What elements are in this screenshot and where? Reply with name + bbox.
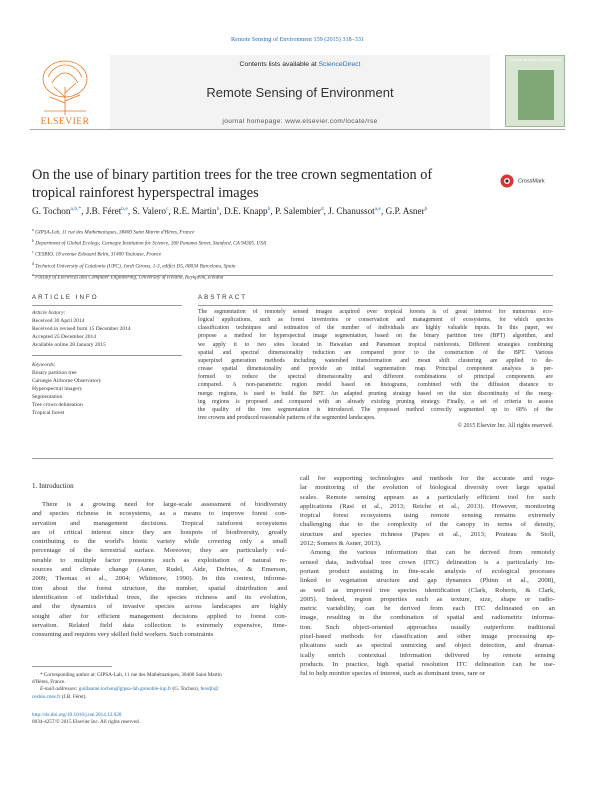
body-line: tion. Such object-oriented approaches usually outperform traditional (300, 623, 555, 631)
section-heading-introduction: 1. Introduction (32, 482, 74, 490)
affiliation-text: Department of Global Ecology, Carnegie Institution for Science, 260 Panama Street, Stanford, CA 94305, USA (35, 240, 267, 247)
body-line: applications (Rasi et al., 2013; Reiche et al., 2013). However, monitoring (300, 502, 555, 510)
abstract-line: spatial and spectral dimensionality reduction are compared prior to the construction of the BPT. Various (198, 349, 553, 356)
history-entry: Received 30 April 2014 (32, 318, 85, 324)
author-name[interactable]: J. Chanussot (328, 206, 375, 217)
corresponding-author-note-2: d'Hères, France. (32, 679, 66, 686)
contents-prefix: Contents lists available at (239, 61, 319, 68)
article-title: On the use of binary partition trees for the tree crown segmentation of tropical rainforest hyperspectral images (32, 167, 433, 201)
keyword[interactable]: Carnegie Airborne Observatory (32, 378, 102, 384)
abstract-line: superpixel generation methods including watershed transformation and mean shift clustering are applied to de- (198, 357, 553, 364)
body-line: challenging due to the complexity of the canopy in terms of density, (300, 521, 555, 529)
journal-cover-thumbnail[interactable] (505, 55, 565, 127)
doi-block (32, 712, 287, 726)
history-label: Article history: (32, 310, 66, 316)
body-line: sources and climate change (Asner, Rudel, Aide, Defries, & Emerson, (32, 566, 287, 574)
sciencedirect-link[interactable]: ScienceDirect (318, 61, 361, 68)
body-line: scales. Remote sensing appears as a particularly efficient tool for such (300, 493, 555, 501)
body-line: contributing to the world's biotic variety while covering only a small (32, 538, 287, 546)
history-entry: Available online 28 January 2015 (32, 342, 106, 348)
affiliation (32, 271, 567, 282)
article-info-heading: ARTICLE INFO (32, 294, 99, 301)
abstract-line: classification techniques and estimation of the number of individuals are highly valuable inputs. In this paper, we (198, 325, 553, 332)
abstract-line: crease spatial dimensionality and provide an initial segmentation map. Principal component analysis is per- (198, 366, 553, 373)
crossmark-badge[interactable] (500, 172, 570, 186)
email-link-feret-2[interactable]: cesbio.cnes.fr (32, 693, 61, 700)
issn-copyright: 0034-4257/© 2015 Elsevier Inc. All rights reserved. (32, 719, 140, 726)
body-line: plications such as spectral unmixing and object detection, and dramat- (300, 642, 555, 650)
email-owner-tochon: (G. Tochon), (171, 686, 201, 693)
history-entry: Received in revised form 15 December 2014 (32, 326, 131, 332)
body-line: sensed data, individual tree crown (ITC) delineation is a particularly im- (300, 558, 555, 566)
journal-citation[interactable]: Remote Sensing of Environment 159 (2015) 318–331 (230, 36, 365, 43)
abstract-line: compared. A non-parametric region model based on histograms, combined with the diffusion distance to (198, 382, 553, 389)
body-line: call for supporting technologies and methods for the accurate and regu- (300, 475, 555, 482)
author-affiliation-marker[interactable]: b (424, 206, 428, 212)
author-affiliation-marker[interactable]: b (267, 206, 271, 212)
crossmark-label: CrossMark (518, 178, 545, 185)
affiliation-key: e (32, 271, 34, 277)
body-line: There is a growing need for large-scale assessment of biodiversity (42, 501, 287, 508)
body-line: pixel-based methods for classification and other image processing ap- (300, 633, 555, 641)
body-line: sought after for efficient management decisions applied to forest con- (32, 612, 287, 620)
author-name[interactable]: D.E. Knapp (224, 206, 268, 217)
email-addresses (32, 686, 287, 693)
abstract-copyright: © 2015 Elsevier Inc. All rights reserved. (457, 423, 553, 430)
body-line: and species richness in ecosystems, as a means to improve forest con- (32, 510, 287, 518)
body-line: metric variability, can be derived from each ITC delineated on an (300, 605, 555, 613)
body-line: tion about the forest structure, the number, spatial distribution and (32, 584, 287, 592)
body-line: 2005). Indeed, region properties such as texture, size, shape or radio- (300, 595, 555, 603)
body-line: and the dynamics of invasive species across landscapes are highly (32, 603, 287, 611)
body-line: image, resulting in the combination of spatial and radiometric informa- (300, 614, 555, 622)
author-name[interactable]: P. Salembier (274, 206, 321, 217)
keyword[interactable]: Hyperspectral imagery (32, 386, 83, 392)
crossmark-icon (500, 174, 514, 188)
body-line: identification of individual trees, the species richness and its evolution, (32, 593, 287, 601)
body-line: consuming and requires very skilled field workers. Such constraints (32, 631, 214, 639)
author-name[interactable]: S. Valero (132, 206, 166, 217)
body-line: servation. Related field data collection is extremely expensive, time- (32, 621, 287, 629)
abstract-line: we apply it to two sites located in Hawaiian and Panamean tropical rainforests. Different strategies combining (198, 341, 553, 348)
abstract-body (198, 308, 553, 430)
history-entry: Accepted 25 December 2014 (32, 334, 96, 340)
author-affiliation-marker[interactable]: b (216, 206, 220, 212)
footnotes (32, 672, 287, 701)
abstract-heading: ABSTRACT (198, 294, 248, 301)
author-affiliation-marker[interactable]: a,b,* (70, 206, 82, 212)
body-line: lar monitoring of the evolution of biological diversity over large spatial (300, 484, 555, 492)
author-name[interactable]: R.E. Martin (173, 206, 217, 217)
keyword[interactable]: Binary partition tree (32, 370, 77, 376)
email-continued (32, 694, 287, 701)
journal-title: Remote Sensing of Environment (206, 85, 394, 100)
email-link-tochon[interactable]: guillaume.tochon@gipsa-lab.grenoble-inp.fr (78, 686, 172, 693)
author-list: G. Tochon$^{a,b,*}$, J.B. Féret$^{b,e}$, S. Valero$^c$, R.E. Martin$^b$, D.E. Knapp$^b$, P. Salembier$^d$, J. Chanussot$^{a,e}$, G.P. Asner$^b$ (32, 206, 428, 217)
keyword[interactable]: Segmentation (32, 394, 63, 400)
abstract-line: ing regions is proposed and compared with an already existing pruning strategy. Finally, a set of criteria to assess (198, 398, 553, 405)
affiliation (32, 226, 567, 237)
corresponding-author-note: * Corresponding author at: GIPSA-Lab, 11 rue des Mathématiques, 38400 Saint Martin (40, 672, 222, 678)
body-line: tropical forest ecosystems using remote sensing remains extremely (300, 512, 555, 520)
journal-banner (110, 55, 490, 129)
affiliation-text: CESBIO, 18 avenue Edouard Belin, 31400 Toulouse, France (35, 252, 162, 259)
body-line: Among the various information that can be derived from remotely (310, 549, 555, 557)
abstract-line: merge regions, is used to build the BPT. An adapted pruning strategy based on the size discontinuity of the merg- (198, 390, 553, 397)
affiliation (32, 237, 567, 248)
cover-image (518, 70, 554, 120)
affiliation-text: Faculty of Electrical and Computer Engineering, University of Iceland, Reykjavik, Iceland (35, 274, 224, 281)
footnote-rule (32, 666, 112, 667)
affiliation-text: Technical University of Catalonia (UPC), Jordi Girona, 1-3, edifici D5, 08034 Barcelona, Spain (35, 263, 236, 270)
affiliation (32, 260, 567, 271)
abstract-line: The segmentation of remotely sensed images acquired over tropical forests is of great interest for numerous eco- (198, 309, 553, 315)
abstract-rule (198, 275, 553, 276)
abstract-line: tree crowns and produced reasonable patterns of the segmented landscapes. (198, 415, 376, 422)
front-matter-rule (32, 458, 553, 459)
affiliation-list (32, 226, 567, 282)
keywords-label: Keywords: (32, 362, 56, 368)
author-affiliation-marker[interactable]: a,e (374, 206, 381, 212)
intro-left-column (32, 500, 287, 639)
author-affiliation-marker[interactable]: c (165, 206, 169, 212)
article-history (32, 309, 182, 349)
body-line: products. In practice, high spatial resolution ITC delineation can be use- (300, 660, 555, 668)
email-label: E-mail addresses: (40, 686, 78, 693)
author-affiliation-marker[interactable]: d (320, 206, 324, 212)
journal-homepage[interactable]: journal homepage: www.elsevier.com/locate/rse (222, 118, 378, 125)
publisher-wordmark[interactable]: ELSEVIER (40, 117, 90, 127)
abstract-line: propose a method for hyperspectral image segmentation, based on the binary partition tree (BPT) algorithm, and (198, 333, 553, 340)
keyword[interactable]: Tropical forest (32, 410, 65, 416)
body-line: percentage of the terrestrial surface. Moreover, they are particularly vul- (32, 547, 287, 555)
body-line: 2012; Somers & Asner, 2013). (300, 540, 382, 548)
affiliation-key: d (32, 260, 34, 266)
author-name[interactable]: G. Tochon (32, 206, 71, 217)
info-rule (32, 275, 182, 276)
body-line: nerable to multiple factor pressures such as exploitation of natural re- (32, 556, 287, 564)
body-line: as well as improved tree species identification (Clark, Roberts, & Clark, (300, 586, 555, 594)
journal-header (30, 55, 565, 130)
abstract-line: formed to reduce the spectral dimensionality and different combinations of principal components are (198, 374, 553, 381)
body-line: are of critical interest since they are hotspots of biodiversity, greatly (32, 528, 287, 536)
body-line: structure and species richness (Papes et al., 2013; Pouteau & Stoll, (300, 530, 555, 538)
doi-link[interactable]: http://dx.doi.org/10.1016/j.rse.2014.12.020 (32, 712, 122, 718)
affiliation (32, 248, 567, 259)
body-line: ful to help monitor species of interest, such as dominant trees, rare or (300, 670, 485, 678)
info-heading-rule (32, 305, 182, 306)
body-line: ically enrich contextual information delivered by remote sensing (300, 651, 555, 659)
author-affiliation-marker[interactable]: b,e (121, 206, 128, 212)
intro-right-column (300, 474, 555, 679)
body-line: portant product assisting in fine-scale analysis of ecological processes (300, 567, 555, 575)
abstract-line: the quality of the tree segmentation is introduced. The proposed method correctly segmented up to 68% of the (198, 406, 553, 413)
abstract-heading-rule (198, 305, 553, 306)
cover-title: Remote Sensing of Environment (509, 58, 561, 62)
affiliation-text: GIPSA-Lab, 11 rue des Mathématiques, 38400 Saint Martin d'Hères, France (35, 229, 195, 236)
affiliation-key: a (32, 227, 34, 232)
history-rule (32, 355, 182, 356)
affiliation-key: b (32, 238, 34, 244)
email-link-feret[interactable]: feretjb@ (200, 686, 219, 693)
body-line: servation and management decisions. Tropical rainforest ecosystems (32, 519, 287, 527)
email-owner-feret: (J.B. Féret). (60, 693, 87, 700)
keyword[interactable]: Tree crown delineation (32, 402, 83, 408)
body-line: 2009; Thomas et al., 2004; Whitmore, 1990). In this context, informa- (32, 575, 287, 583)
abstract-line: logical applications, such as forest inventories or conservation and management of ecosystems, for which species (198, 317, 553, 324)
body-line: linked to vegetation structure and gap dynamics (Phinn et al., 2008), (300, 577, 555, 585)
affiliation-key: c (32, 249, 34, 255)
contents-line (110, 61, 490, 68)
keywords (32, 361, 182, 417)
author-name[interactable]: J.B. Féret (85, 206, 122, 217)
author-name[interactable]: G.P. Asner (385, 206, 425, 217)
